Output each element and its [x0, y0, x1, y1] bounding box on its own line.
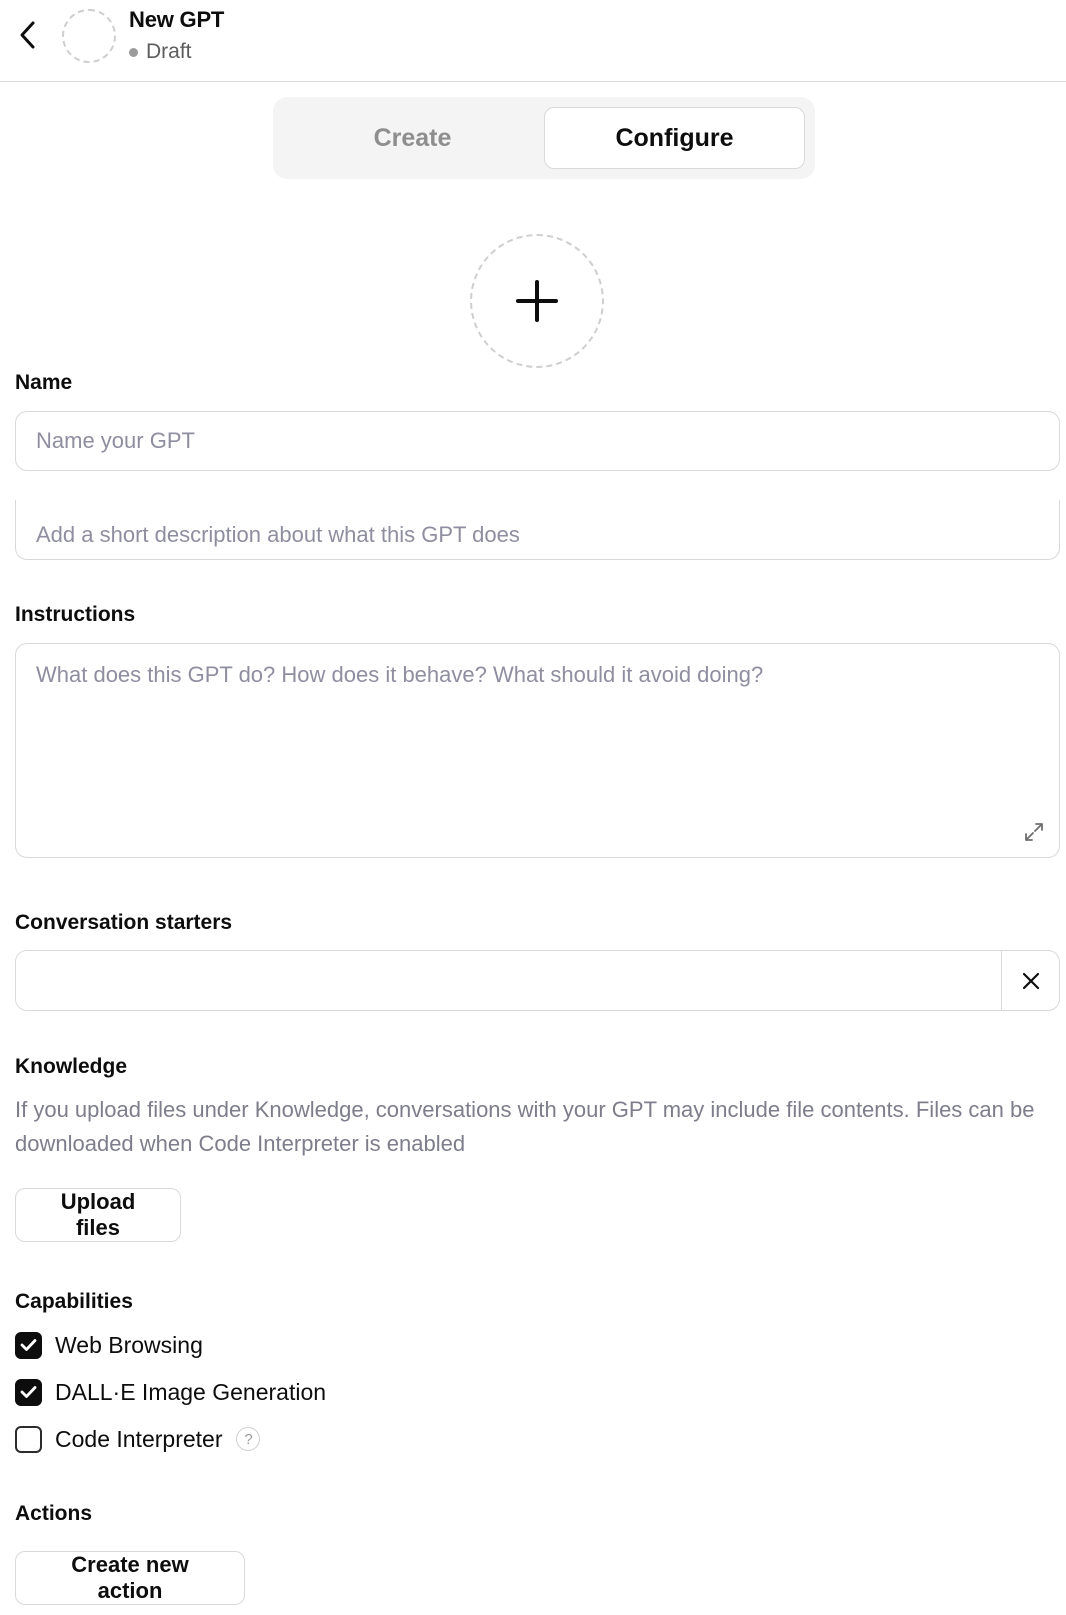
capability-web-browsing[interactable]	[15, 1330, 203, 1360]
web-browsing-checkbox[interactable]	[15, 1332, 42, 1359]
name-label: Name	[15, 371, 73, 394]
gpt-title: New GPT	[129, 7, 225, 32]
capability-code-interpreter[interactable]	[15, 1424, 260, 1454]
tab-configure[interactable]: Configure	[544, 107, 805, 169]
name-input[interactable]	[15, 411, 1060, 471]
instructions-label: Instructions	[15, 603, 136, 626]
code-interpreter-checkbox[interactable]	[15, 1426, 42, 1453]
capability-dalle[interactable]	[15, 1377, 326, 1407]
upload-files-button[interactable]: Upload files	[15, 1188, 181, 1242]
expand-icon[interactable]	[1022, 820, 1046, 844]
draft-status	[129, 40, 192, 64]
knowledge-description: If you upload files under Knowledge, conversations with your GPT may include file contents. Files can be downloaded when Code Interpreter is enabled	[15, 1097, 1035, 1156]
mode-tabs	[273, 97, 815, 179]
gpt-avatar	[62, 9, 116, 63]
code-interpreter-label: Code Interpreter	[55, 1425, 223, 1452]
header	[0, 0, 1066, 82]
knowledge-label: Knowledge	[15, 1055, 128, 1078]
remove-starter-button[interactable]	[1001, 951, 1059, 1010]
actions-label: Actions	[15, 1502, 93, 1525]
status-dot-icon	[129, 48, 138, 57]
web-browsing-label: Web Browsing	[55, 1331, 203, 1358]
question-icon[interactable]: ?	[236, 1427, 260, 1451]
description-input[interactable]	[15, 500, 1060, 560]
dalle-label: DALL·E Image Generation	[55, 1378, 327, 1405]
conversation-starter-row	[15, 950, 1060, 1011]
conversation-starters-label: Conversation starters	[15, 911, 233, 934]
check-icon	[20, 1385, 37, 1399]
instructions-textarea[interactable]	[15, 643, 1060, 858]
chevron-left-icon	[17, 20, 39, 50]
check-icon	[20, 1338, 37, 1352]
conversation-starter-input[interactable]	[16, 951, 1002, 1010]
plus-icon	[514, 278, 560, 324]
back-button[interactable]	[14, 18, 42, 52]
add-image-button[interactable]	[470, 234, 604, 368]
close-icon	[1021, 971, 1041, 991]
create-new-action-button[interactable]: Create new action	[15, 1551, 245, 1605]
dalle-checkbox[interactable]	[15, 1379, 42, 1406]
status-label: Draft	[146, 40, 192, 63]
capabilities-label: Capabilities	[15, 1290, 133, 1313]
tab-create[interactable]: Create	[373, 123, 452, 152]
